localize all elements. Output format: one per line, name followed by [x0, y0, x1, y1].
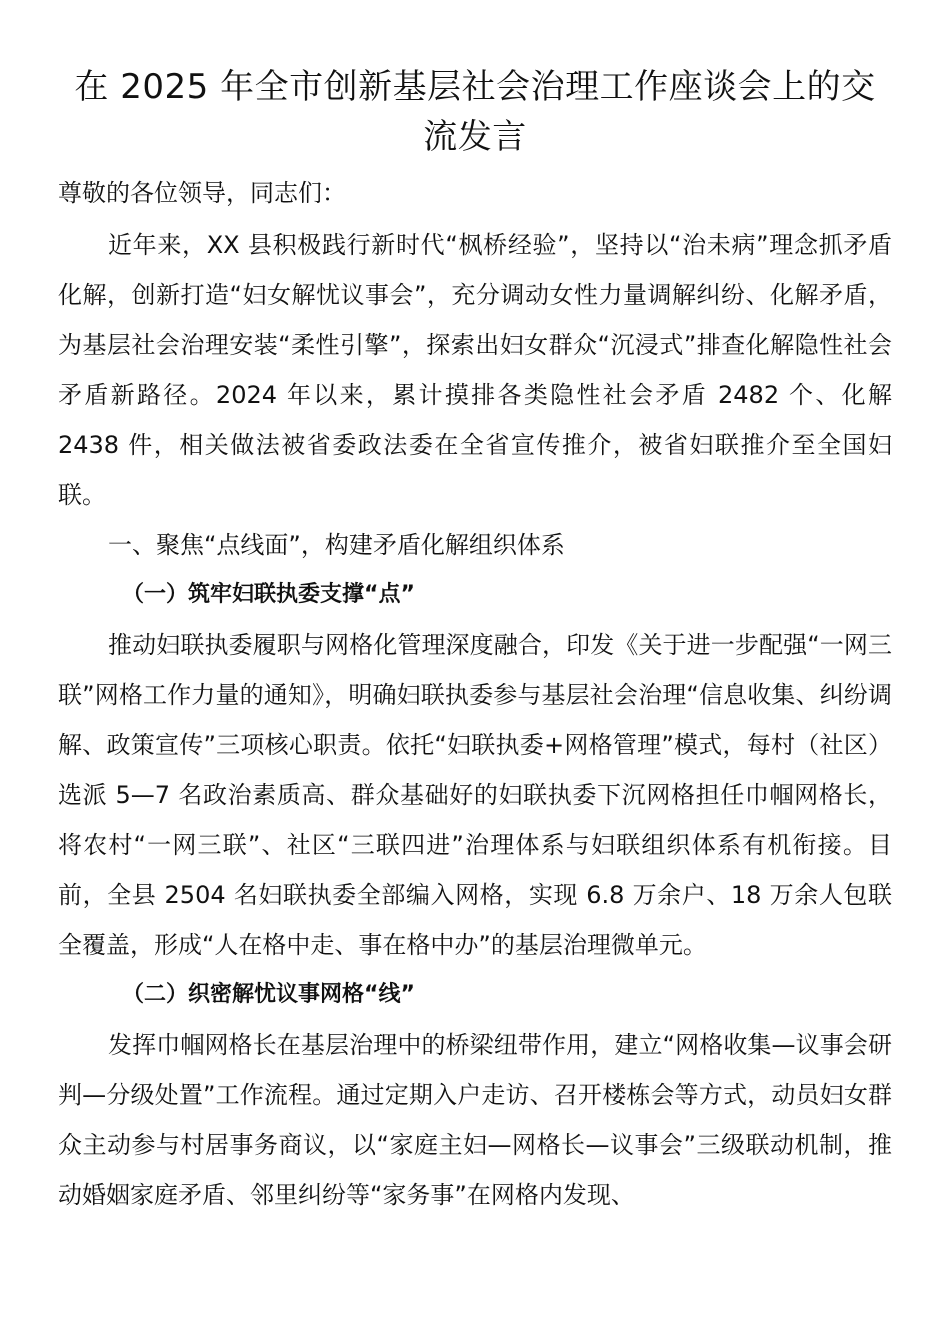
- subsection-1-heading: （一）筑牢妇联执委支撑“点”: [122, 582, 415, 607]
- intro-paragraph: 近年来，XX 县积极践行新时代“枫桥经验”，坚持以“治未病”理念抓矛盾化解，创新打造“妇女解忧议事会”，充分调动女性力量调解纠纷、化解矛盾，为基层社会治理安装“柔性引擎”，探索出妇女群众“沉浸式”排查化解隐性社会矛盾新路径。2024 年以来，累计摸排各类隐性社会矛盾 2482 个、化解 2438 件，相关做法被省委政法委在全省宣传推介，被省妇联推介至全国妇联。: [58, 231, 892, 509]
- document-title: 在 2025 年全市创新基层社会治理工作座谈会上的交流发言: [74, 67, 876, 157]
- subsection-2-body: 发挥巾帼网格长在基层治理中的桥梁纽带作用，建立“网格收集—议事会研判—分级处置”工作流程。通过定期入户走访、召开楼栋会等方式，动员妇女群众主动参与村居事务商议，以“家庭主妇—网格长—议事会”三级联动机制，推动婚姻家庭矛盾、邻里纠纷等“家务事”在网格内发现、: [58, 1031, 892, 1209]
- section-1-heading: 一、聚焦“点线面”，构建矛盾化解组织体系: [108, 531, 565, 559]
- subsection-1-body: 推动妇联执委履职与网格化管理深度融合，印发《关于进一步配强“一网三联”网格工作力量的通知》，明确妇联执委参与基层社会治理“信息收集、纠纷调解、政策宣传”三项核心职责。依托“妇联执委+网格管理”模式，每村（社区）选派 5—7 名政治素质高、群众基础好的妇联执委下沉网格担任巾帼网格长，将农村“一网三联”、社区“三联四进”治理体系与妇联组织体系有机衔接。目前，全县 2504 名妇联执委全部编入网格，实现 6.8 万余户、18 万余人包联全覆盖，形成“人在格中走、事在格中办”的基层治理微单元。: [58, 631, 892, 959]
- subsection-2-heading: （二）织密解忧议事网格“线”: [122, 982, 415, 1007]
- salutation: 尊敬的各位领导，同志们：: [58, 179, 346, 207]
